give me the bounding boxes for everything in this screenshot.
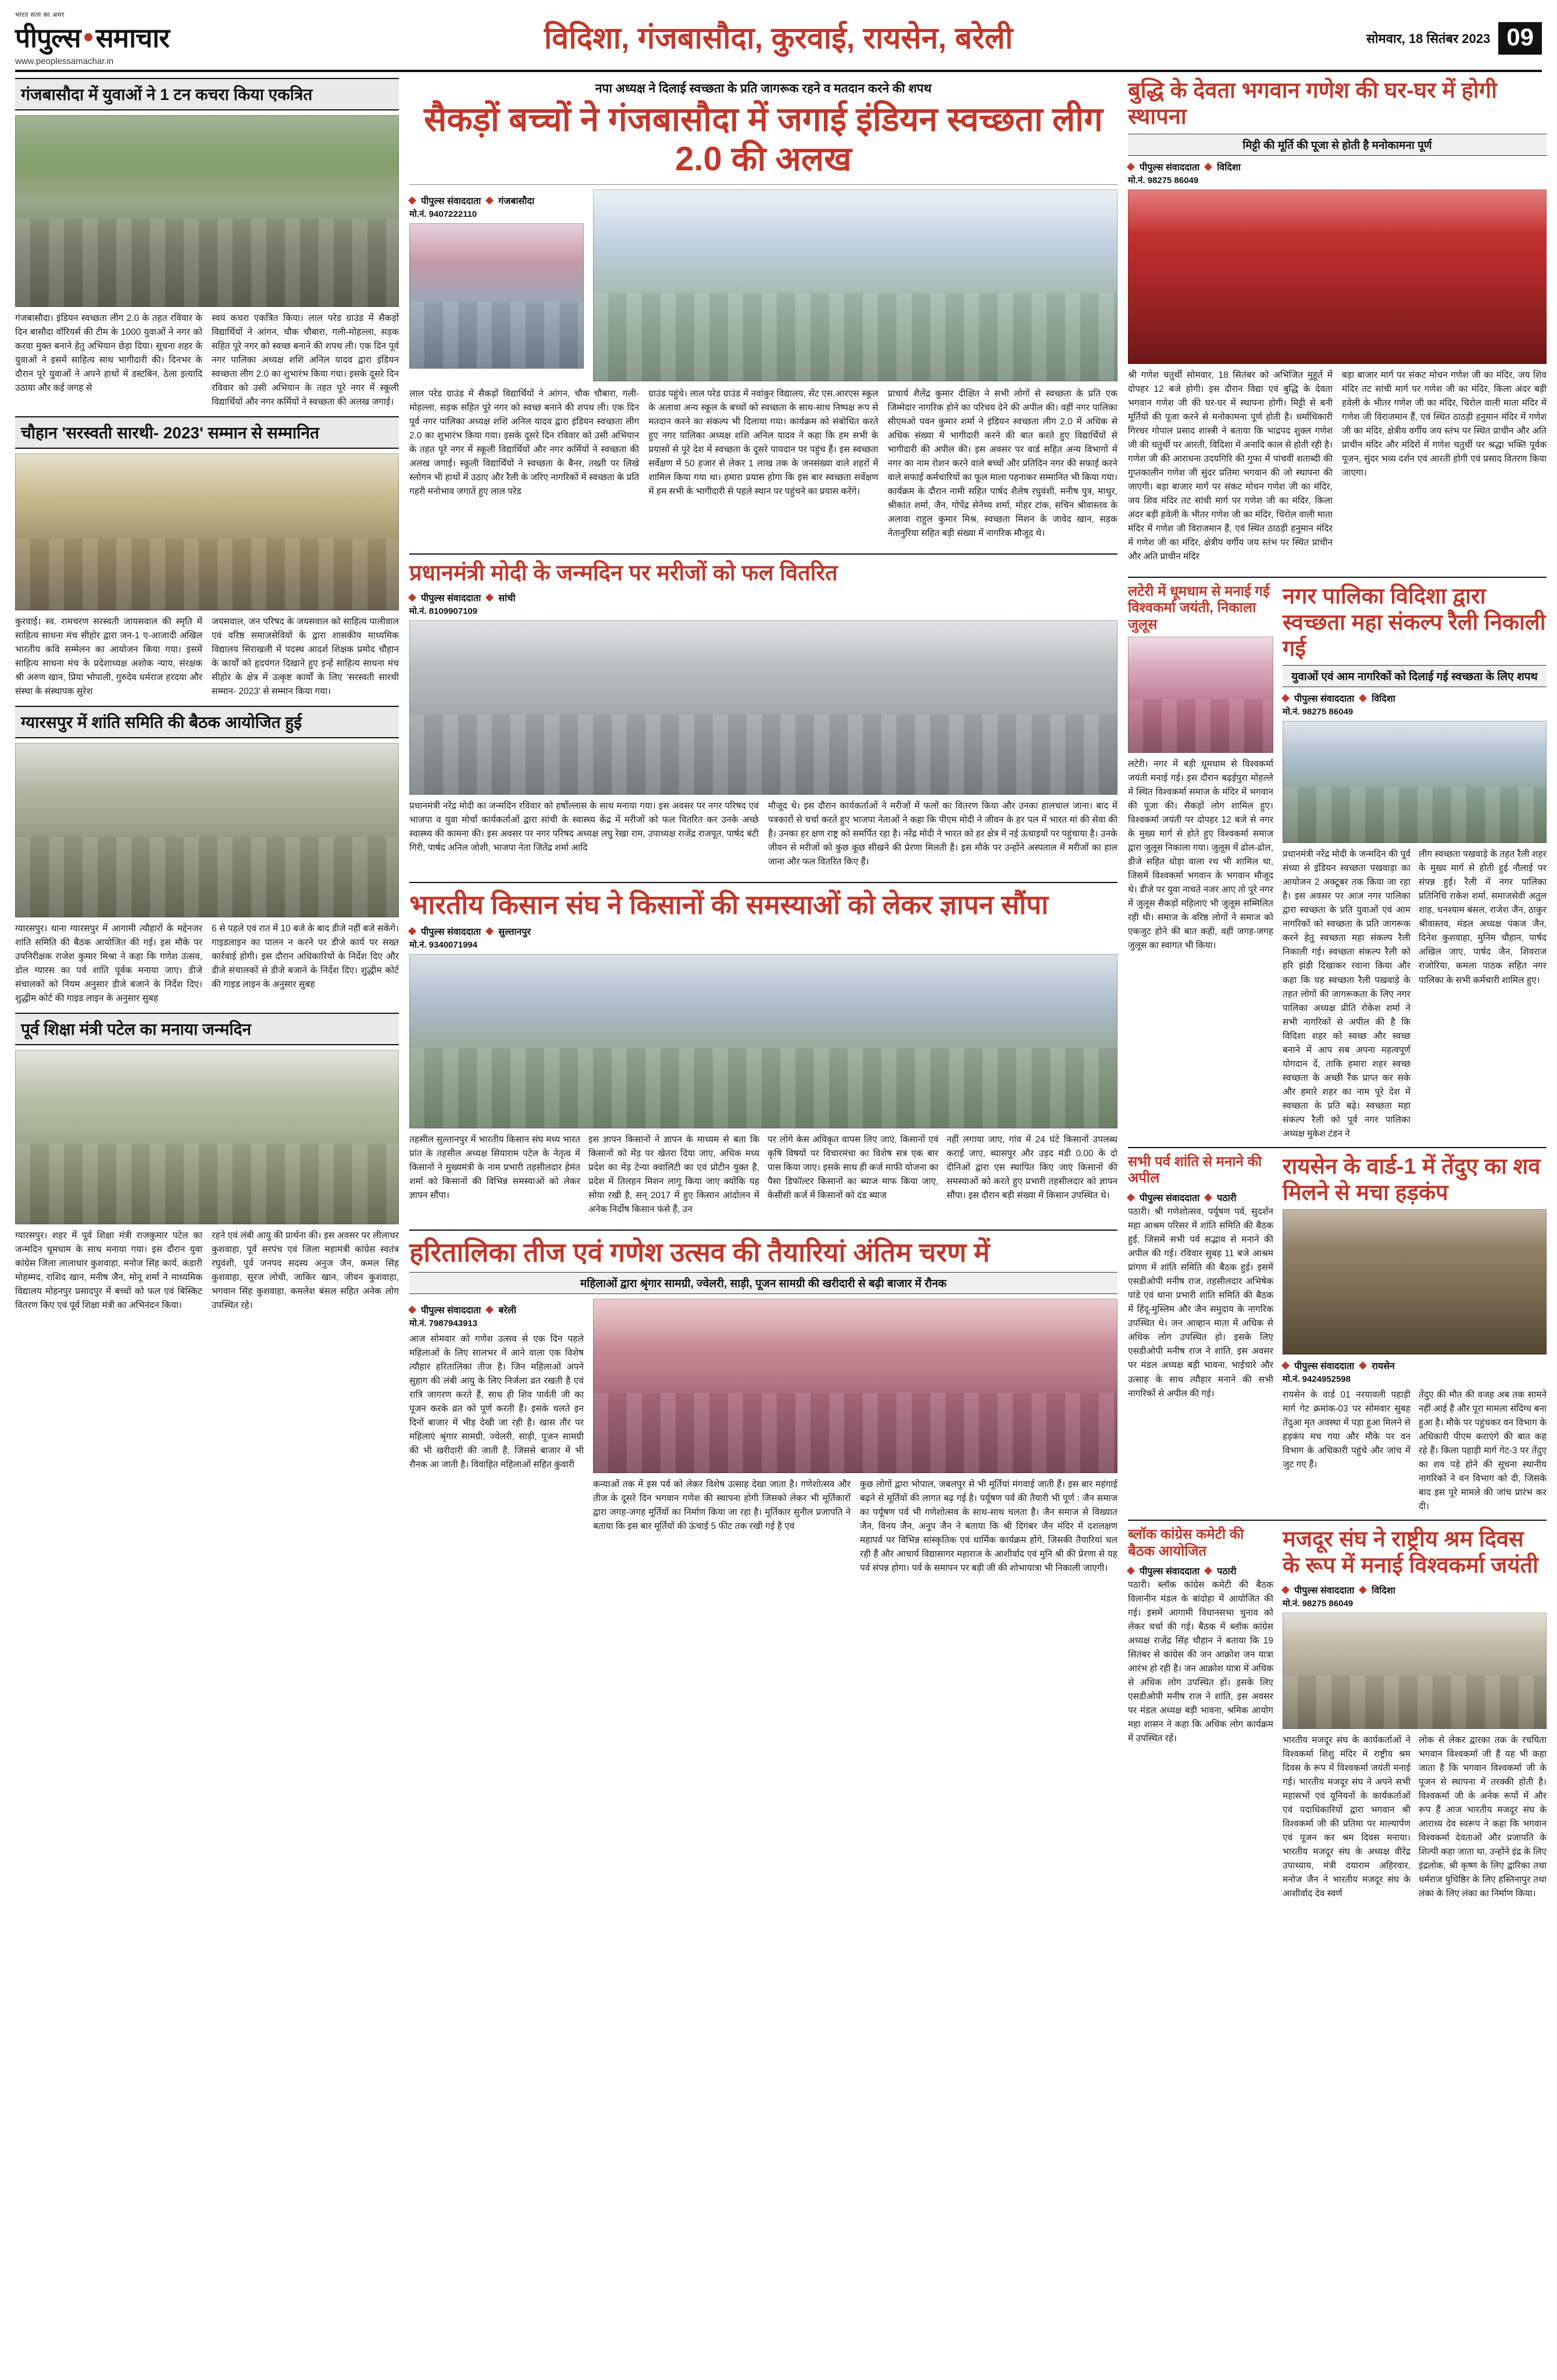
logo-dot-icon	[84, 33, 92, 41]
lead-body-col-a: लाल परेड ग्राउंड में सैकड़ों विद्यार्थियों ने आंगन, चौक चौबारा, गली-मोहल्ला, सड़क सहित पूरे नगर को स्वच्छ बनाने की शपथ ली। एक दिन पूर्व नगर पालिका अध्यक्ष शशि अनिल यादव द्वारा इंडियन स्वच्छता लीग 2.0 का शुभारंभ किया गया। इसके दूसरे दिन रविवार को उसी अभियान के तहत पूरे नगर में स्कूली विद्यार्थियों और नगर कर्मियों ने स्वच्छता की अलख जगाई। स्कूली विद्यार्थियों ने स्वच्छता के बैनर, तख्ती पर लिखे स्लोगन भी हाथों में उठाए और रैली के जरिए नागरिकों में स्वच्छता के प्रति गहरी मनोभाव जगाते हुए लाल परेड	[409, 388, 640, 496]
worker-union-photo	[1283, 1613, 1547, 1729]
byline-author: पीपुल्स संवाददाता	[1294, 1361, 1355, 1372]
article-body-col-b: कन्याओं तक में इस पर्व को लेकर विशेष उत्साह देखा जाता है। गणेशोत्सव और तीज के दूसरे दिन भगवान गणेश की स्थापना होगी जिसको लेकर भी मूर्तिकारों द्वारा जगह-जगह मूर्तियों का निर्माण किया जा रहा है। मूर्तिकार सुनील प्रजापति ने बताया कि इस बार मूर्तियों की ऊंचाई 5 फीट तक रखी गई है एवं	[593, 1479, 851, 1531]
lead-body-col-c: प्राचार्य शैलेंद्र कुमार दीक्षित ने सभी लोगों से स्वच्छता के प्रति एक जिम्मेदार नागरिक होने का परिचय देने की अपील की। वहीं नगर पालिका सीएमओ पवन कुमार शर्मा ने इंडियन स्वच्छता लीग 2.0 में अधिक से अधिक संख्या में भागीदारी करने की बात करते हुए विद्यार्थियों से भागीदारी की अपील की। इस अवसर पर वार्ड सहित अन्य विभागों में नगर का नाम रोशन करने वाले बच्चों और प्रतिदिन नगर की सफाई करने वाले सफाई कर्मचारियों का फूल माला पहनाकर सम्मानित भी किया गया। कार्यक्रम के दौरान नामी सहित पार्षद शैलेष रघुवंशी, मनीष पुत्र, माथुर, श्रीकांत शर्मा, जैन, गोपेंद्र सेनेथ्य शर्मा, मोहर टांक, सचिन श्रीवास्तव के अलावा राहुल कुमार मिश्र, स्वच्छता मिशन के जावेद खान, सड़क नेतानुरिया सहित बड़ी संख्या में नागरिक मौजूद थे।	[887, 388, 1117, 539]
bullet-icon	[1204, 1567, 1212, 1575]
page-number: 09	[1498, 22, 1542, 55]
bullet-icon	[1359, 694, 1367, 702]
byline	[1128, 160, 1547, 173]
article-raisen-leopard	[1283, 1154, 1547, 1514]
column-right	[1128, 78, 1547, 1901]
article-pm-birthday-fruits	[409, 560, 1117, 869]
women-shopping-photo	[593, 1299, 1117, 1473]
article-body-col-a: प्रधानमंत्री नरेंद्र मोदी का जन्मदिन रविवार को हर्षोल्लास के साथ मनाया गया। इस अवसर पर नगर परिषद एवं भाजपा व युवा मोर्चा कार्यकर्ताओं द्वारा सांची के स्वास्थ्य केंद्र में मरीजों को फल वितरित कर उनके अच्छे स्वास्थ्य की कामना की। इस अवसर पर नगर परिषद अध्यक्ष लघु रेखा राम, उपाध्यक्ष राजेंद्र राजपूत, पार्षद बंटी गिरी, पार्षद अनिल जोशी, भाजपा नेता जितेंद्र शर्मा आदि	[409, 801, 759, 853]
edition-cities	[259, 23, 1298, 55]
article-body-col-b: 6 से पहले एवं रात में 10 बजे के बाद डीजे नहीं बजे सकेंगे। गाइडलाइन का पालन न करने पर डीजे कार्य पर सख्त कार्रवाई होगी। इस दौरान अधिकारियों के निर्देश दिए और डीजे संचालकों से डीजे बजाने के निर्देश दिए। शुद्धीम कोर्ट की गाइड लाइन के अनुसार सुबह	[212, 924, 399, 990]
article-peace-committee	[15, 706, 399, 1006]
logo-word-left: पीपुल्स	[15, 23, 81, 53]
article-body-col-b: जयसवाल, जन परिषद के जयसवाल को साहित्य पालीवाल एवं वरिष्ठ समाजसेवियों के द्वारा शासकीय माध्यमिक विद्यालय सिराखली में पदस्थ आदर्श शिक्षक प्रमोद चौहान के कार्यों को हृदयंगत दिखाने हुए इन्हें साहित्य साधना मंच सीहोर के क्षेत्र में उत्कृष्ट कार्यों के लिए 'सरस्वती सारथी सम्मान- 2023' से सम्मान किया गया।	[212, 617, 399, 697]
article-block-congress-meeting	[1128, 1527, 1273, 1901]
right-split-row-3	[1128, 1527, 1547, 1901]
bullet-icon	[485, 196, 494, 205]
byline	[1283, 692, 1547, 705]
byline-place: सुल्तानपुर	[498, 927, 531, 938]
article-headline: हरितालिका तीज एवं गणेश उत्सव की तैयारियां अंतिम चरण में	[409, 1237, 990, 1268]
byline-author: पीपुल्स संवाददाता	[1140, 1567, 1200, 1577]
byline-author: पीपुल्स संवाददाता	[421, 1305, 481, 1316]
article-headline: पूर्व शिक्षा मंत्री पटेल का मनाया जन्मदिन	[15, 1013, 399, 1045]
bullet-icon	[1204, 1193, 1212, 1202]
peace-committee-meeting-photo	[15, 743, 399, 917]
byline-author: पीपुल्स संवाददाता	[1294, 1586, 1355, 1596]
byline	[409, 925, 1117, 938]
lead-body-col-b: ग्राउंड पहुंचे। लाल परेड ग्राउंड में नवांकुर विद्यालय, सेंट एस.आरएस स्कूल के अलावा अन्य स्कूल के बच्चों को स्वच्छता के साथ-साथ निष्पक्ष रूप से मतदान करने का संकल्प भी दिलाया गया। कार्यक्रम को संबोधित करते हुए नगर पालिका अध्यक्ष शशि अनिल यादव ने कहा कि हम सभी के प्रयासों से पूरे देश में स्वच्छता के दूसरे पायदान पर पहुंच हैं। इस स्वच्छता सर्वेक्षण में 50 हजार से लेकर 1 लाख तक के जनसंख्या वाले शहरों में शामिल किया गया था। हमारा प्रयास होगा कि इस बार स्वच्छता सर्वेक्षण में हम सभी के भागीदारी से पहले स्थान पर पहुंचने का प्रयास करेंगे।	[648, 388, 879, 496]
bullet-icon	[1281, 1586, 1290, 1594]
logo-word-right: समाचार	[95, 23, 170, 53]
article-majdoor-sangh-vishwakarma	[1283, 1527, 1547, 1901]
byline-mobile: मो.नं. 8109907109	[409, 606, 478, 616]
article-body-col-a: भारतीय मजदूर संघ के कार्यकर्ताओं ने विश्वकर्मा शिशु मंदिर में राष्ट्रीय श्रम दिवस के रूप में विश्वकर्मा जयंती मनाई गई। भारतीय मजदूर संघ ने अपने सभी महासभों एवं यूनियनों के कार्यकर्ताओं एवं पदाधिकारियों द्वारा भगवान श्री विश्वकर्मा जी की प्रतिमा पर माल्यार्पण एवं पूजन कर श्रम दिवस मनाया। भारतीय मजदूर संघ के अध्यक्ष वीरेंद्र उपाध्याय, मंत्री दयाराम अहिरवार, मनोज जैन ने भारतीय मजदूर संघ के आशीर्वाद देव स्वर्ण	[1283, 1735, 1410, 1899]
byline-place: सांची	[498, 593, 516, 603]
article-body-col-a: आज सोमवार को गणेश उत्सव से एक दिन पहले महिलाओं के लिए सालभर में आने वाला एक विशेष त्यौहार हरितालिका तीज है। जिन महिलाओं अपने सुहाग की लंबी आयु के लिए निर्जला व्रत रखती है एवं रात्रि जागरण करते हैं, साथ ही शिव पार्वती जी का पूजन करके व्रत को पूर्ण करती हैं। इसके चलते इन दिनों बाजार में भीड़ देखी जा रही है। खास तौर पर महिलाएं श्रृंगार सामग्री, ज्वेलरी, साड़ी, पूजन सामग्री की भी खरीदारी की जाती है, जिससे बाजार में भी रौनक आ जाती है। विवाहित महिलाओं सहित कुंवारी	[409, 1334, 584, 1470]
article-subheadline: मिट्टी की मूर्ति की पूजा से होती है मनोकामना पूर्ण	[1128, 134, 1547, 156]
masthead	[15, 10, 1542, 72]
article-subheadline: युवाओं एवं आम नागरिकों को दिलाई गई स्वच्छता के लिए शपथ	[1283, 665, 1547, 687]
byline-place: पठारी	[1217, 1193, 1237, 1204]
article-body: पठारी। श्री गणेशोत्सव, पर्यूषण पर्व, सुदर्शन महा आश्रम परिसर में शांति समिति की बैठक हुई, जिसमें सभी पर्व सद्भाव से मनाने की अपील की गई। रविवार सुबह 11 बजे आश्रम प्रांगण में शांति समिति की बैठक हुई। इसमें एसडीओपी मनीष राज, तहसीलदार अभिषेक पांडे एवं थाना प्रभारी शांति समिति की बैठक में हिंदू-मुस्लिम और जैन समुदाय के नागरिक उपस्थित थे। जन आव्हान माता में अधिक से अधिक लोग उपस्थित हो। इसके लिए एसडीओपी मनीष राज ने शांति, इस अवसर पर मंडल अध्यक्ष बड़ी भावना, भाईचारे और उत्साह के साथ त्यौहार मनाने की सभी नागरिकों से अपील की गई।	[1128, 1207, 1273, 1399]
article-headline: गंजबासौदा में युवाओं ने 1 टन कचरा किया एकत्रित	[15, 78, 399, 110]
article-ganesh-sthapana	[1128, 78, 1547, 564]
article-body-col-a: प्रधानमंत्री नरेंद्र मोदी के जन्मदिन की पूर्व संध्या से इंडियन स्वच्छता पखवाड़ा का आयोजन 2 अक्टूबर तक किया जा रहा है। इस अवसर पर आज नगर पालिका द्वारा स्वच्छता के प्रति युवाओं एवं आम नागरिकों को स्वच्छता के प्रति जागरूक करने हेतु स्वच्छता महा संकल्प रैली निकाली गई। स्वच्छता संकल्प रैली को हरि झंडी दिखाकर रवाना किया और कहा कि यह स्वच्छता रैली पखवाड़े के तहत लोगों की जागरूकता के लिए नगर पालिका अध्यक्ष प्रीति रोकेश शर्मा ने सभी नागरिकों से अपील की है कि विदिशा शहर को स्वच्छ और स्वच्छ बनाने में आप सब अपना महत्वपूर्ण योगदान दें, ताकि हमारा शहर स्वच्छ स्वच्छता के अच्छी रैंक प्राप्त कर सके और हमारे शहर का नाम पूरे देश में स्वच्छता के प्रति बढ़े। स्वच्छता महा संकल्प रैली को पूर्व नगर पालिका अध्यक्ष मुकेश टंडन ने	[1283, 849, 1410, 1139]
article-headline: बुद्धि के देवता भगवान गणेश की घर-घर में होगी स्थापना	[1128, 78, 1497, 129]
article-lattery-vishwakarma	[1128, 584, 1273, 1141]
byline-mobile: मो.नं. 7987943913	[409, 1318, 478, 1328]
byline-place: रायसेन	[1372, 1361, 1395, 1372]
byline-author: पीपुल्स संवाददाता	[1294, 694, 1355, 705]
right-split-row	[1128, 584, 1547, 1141]
bullet-icon	[485, 594, 494, 602]
column-center	[409, 78, 1117, 1901]
byline-place: विदिशा	[1372, 1586, 1395, 1596]
article-body-col-a: कुरवाई। स्व. रामचरण सरस्वती जायसवाल की स्मृति में साहित्य साधना मंच सीहोर द्वारा जन-1 ए-आजादी अखिल भारतीय कवि सम्मेलन का आयोजन किया गया। इसमें साहित्य साधना मंच के प्रदेशाध्यक्ष अशोक न्याय, संरक्षक श्री अरुण खान, प्रिया भोपाली, गुरुदेव धर्मराज हरदया और संस्था के संस्थापक सुरेश	[15, 617, 202, 697]
byline-mobile: मो.नं. 9424952598	[1283, 1374, 1351, 1385]
article-body-col-a: श्री गणेश चतुर्थी सोमवार, 18 सितंबर को अभिजित मुहूर्त में दोपहर 12 बजे होगी। इस दौरान विद्या एवं बुद्धि के देवता भगवान गणेश जी की घर-घर में स्थापना होगी। मिट्टी से बनी मूर्तियों की पूजा करने से मनोकामना पूर्ण होती है। धर्माधिकारी गिरधर गोपाल प्रसाद शास्त्री ने बताया कि भाद्रपद शुक्ल गणेश जी की चतुर्थी पर आरती, विदिशा में अनादि काल से होती रही है। गणेश जी की आराधना उदयगिरि की गुफा में पांचवीं शताब्दी की गुप्तकालीन गणेश जी सुंदर प्रतिमा भगवान की जो स्थापना की जाएगी। बड़ा बाजार मार्ग पर संकट मोचन गणेश जी का मंदिर, जय शिव मंदिर तट सांची मार्ग पर गणेश जी का मंदिर, किला अंदर बड़ी हवेली के भीतर गणेश जी का मंदिर, चिरोल वाली माता मंदिर में गणेश जी विराजमान हैं, एवं स्थित ठाठड़ी हनुमान मंदिर में गणेश जी का मंदिर, क्षेत्रीय वर्गीय जय स्तंभ पर स्थित प्राचीन और अति प्राचीन मंदिर	[1128, 370, 1333, 562]
bullet-icon	[1127, 1567, 1135, 1575]
bullet-icon	[408, 927, 416, 935]
article-peace-appeal	[1128, 1154, 1273, 1514]
bullet-icon	[1359, 1361, 1367, 1370]
newspaper-logo	[15, 10, 259, 66]
masthead-right	[1298, 22, 1542, 55]
byline-mobile: मो.नं. 98275 86049	[1283, 1599, 1354, 1609]
article-kisan-sangh-memorandum	[409, 889, 1117, 1217]
byline	[409, 194, 584, 207]
lead-kicker: नपा अध्यक्ष ने दिलाई स्वच्छता के प्रति जागरूक रहने व मतदान करने की शपथ	[595, 82, 932, 95]
farmers-memorandum-photo	[409, 954, 1117, 1128]
article-patel-birthday	[15, 1013, 399, 1313]
byline	[1128, 1564, 1273, 1577]
byline-author: पीपुल्स संवाददाता	[421, 196, 481, 206]
bullet-icon	[485, 1306, 494, 1314]
article-body-col-d: नहीं लगाया जाए, गांव में 24 घंटे किसानों उपलब्ध कराई जाए, ब्यासपुर और उड़द मंडी 0.00 के दो दीनिओं द्वारा एस स्थापित किए जाएं किसानों की समस्याओं को करते हुए प्रभारी तहसीलदार को ज्ञापन सौंपा। इस दौरान बड़ी संख्या में किसान उपस्थित थे।	[947, 1135, 1117, 1201]
swachhata-league-photo	[593, 190, 1117, 381]
award-ceremony-photo	[15, 453, 399, 610]
bullet-icon	[1359, 1586, 1367, 1594]
article-headline: मजदूर संघ ने राष्ट्रीय श्रम दिवस के रूप में मनाई विश्वकर्मा जयंती	[1283, 1527, 1538, 1578]
publication-date: सोमवार, 18 सितंबर 2023	[1366, 31, 1491, 46]
swachhata-rally-photo	[1283, 721, 1547, 843]
logo-tagline: भारत सत्य का अमर	[15, 12, 65, 19]
article-body-col-b: लोक से लेकर द्वारका तक के रचयिता भगवान विश्वकर्मा जी हैं यह भी कहा जाता है कि भगवान विश्वकर्मा जी के पूजन से स्थापना में तरक्की होती है। विश्वकर्मा जी के अनेक रूपों में और रूप हैं आज भारतीय मजदूर संघ के आराध्य देव स्वरूप ने कहा कि भगवान विश्वकर्मा देवताओं और प्रजापति के शिल्पी कहा जाता था, उन्होंने इंद्र के लिए इंद्रलोक, श्री कृष्ण के लिए द्वारिका तथा धर्मराज युधिष्ठिर के लिए हस्तिनापुर तथा लंका के लिए लंका का निर्माण किया।	[1419, 1735, 1547, 1899]
article-subheadline: महिलाओं द्वारा श्रृंगार सामग्री, ज्वेलरी, साड़ी, पूजन सामग्री की खरीदारी से बढ़ी बाजार में रौनक	[409, 1272, 1117, 1294]
byline-place: बरेली	[498, 1305, 516, 1316]
article-headline: ब्लॉक कांग्रेस कमेटी की बैठक आयोजित	[1128, 1527, 1244, 1559]
article-haritalika-teej	[409, 1237, 1117, 1575]
ganesh-idol-photo	[1128, 190, 1547, 364]
byline	[409, 1303, 584, 1316]
article-body-col-a: रायसेन के वार्ड 01 नरयावली पहाड़ी मार्ग गेट क्रमांक-03 पर सोमवार सुबह तेंदुआ मृत अवस्था में पड़ा हुआ मिलने से हड़कंप मच गया और मौके पर वन विभाग के अधिकारी पहुंचे और जांच में जुट गए हैं।	[1283, 1390, 1410, 1470]
article-body-col-b: इस ज्ञापन किसानों ने ज्ञापन के माध्यम से बता कि किसानों को मेंड़ पर खेतरा दिया जाए, अधिक मध्य प्रदेश का मेंड़ टेन्या क्वालिटी का एवं प्रोटीन युक्त है, प्रदेश में तिलहन मिशन लागू किया जाए क्योंकि यह सोया रखी है, सन् 2017 में हुए किसान आंदोलन में अनेक निर्दोष किसान फंसे हैं, उन	[588, 1135, 759, 1215]
article-nagar-palika-rally	[1283, 584, 1547, 1141]
byline-mobile: मो.नं. 98275 86049	[1283, 707, 1354, 717]
article-body-col-b: स्वयं कचरा एकत्रित किया। लाल परेड ग्राउंड में सैकड़ों विद्यार्थियों ने आंगन, चौक चौबारा, गली-मोहल्ला, सड़क सहित पूरे नगर को स्वच्छ बनाने की शपथ ली। एक दिन पूर्व नगर पालिका अध्यक्ष शशि अनिल यादव द्वारा इंडियन स्वच्छता लीग 2.0 का शुभारंभ किया गया। इसके दूसरे दिन रविवार को उसी अभियान के तहत पूरे नगर में स्कूली विद्यार्थियों और नगर कर्मियों ने स्वच्छता की अलख जगाई।	[212, 313, 399, 408]
byline-author: पीपुल्स संवाददाता	[1140, 1193, 1200, 1204]
byline-author: पीपुल्स संवाददाता	[421, 593, 481, 603]
article-lead-swachhata-league	[409, 78, 1117, 541]
article-headline: नगर पालिका विदिशा द्वारा स्वच्छता महा संकल्प रैली निकाली गई	[1283, 584, 1546, 661]
byline-place: विदिशा	[1372, 694, 1395, 705]
birthday-celebration-photo	[15, 1050, 399, 1224]
article-headline: लटेरी में धूमधाम से मनाई गई विश्वकर्मा जयंती, निकाला जुलूस	[1128, 583, 1270, 632]
article-body-col-b: मौजूद थे। इस दौरान कार्यकर्ताओं ने मरीजों में फलों का वितरण किया और उनका हालचाल जाना। बाद में पत्रकारों से चर्चा करते हुए भाजपा नेताओं ने कहा कि पीएम मोदी ने जीवन के हर पल में भारत मां की सेवा की है। उनका हर क्षण राष्ट्र को समर्पित रहा है। नरेंद्र मोदी ने भारत को हर क्षेत्र में नई ऊंचाइयों पर पहुंचाया है। उनके जीवन से मरीजों को कुछ कूछ सीखने की प्रेरणा मिलती है। इस मौके पर उन्होंने अस्पताल में मरीजों का हाल जाना और फल वितरित किए हैं।	[768, 801, 1117, 867]
article-headline: भारतीय किसान संघ ने किसानों की समस्याओं को लेकर ज्ञापन सौंपा	[409, 889, 1049, 920]
byline-place: पठारी	[1217, 1567, 1237, 1577]
byline	[409, 591, 1117, 604]
lead-headline: सैकड़ों बच्चों ने गंजबासौदा में जगाई इंडियन स्वच्छता लीग 2.0 की अलख	[424, 101, 1103, 178]
hospital-fruit-distribution-photo	[409, 620, 1117, 795]
byline-place: विदिशा	[1217, 162, 1241, 173]
bullet-icon	[408, 1306, 416, 1314]
column-left	[15, 78, 399, 1901]
bullet-icon	[1204, 163, 1212, 171]
bullet-icon	[1281, 1361, 1290, 1370]
byline-mobile: मो.नं. 9407222110	[409, 209, 477, 219]
byline-author: पीपुल्स संवाददाता	[1140, 162, 1200, 173]
article-body-col-c: कुछ लोगों द्वारा भोपाल, जबलपुर से भी मूर्तियां मंगवाई जाती हैं। इस बार महंगाई बढ़ने से मूर्तियों की लागत बढ़ गई है। पर्यूषण पर्व की तैयारी भी पूर्ण : जैन समाज का पर्यूषण पर्व भी गणेशोत्सव के साथ-साथ चलता है। जैन समाज से विख्यात जैन, विनय जैन, अनूप जैन ने बताया कि श्री दिगंबर जैन मंदिर में दशलक्षण महापर्व पर विभिन्न सांस्कृतिक एवं धार्मिक कार्यक्रम होंगे, जिसकी तैयारियां चल रही हैं और आचार्य विद्यासागर महाराज के आशीर्वाद एवं मुनि श्री की प्रेरणा से यह पर्व संपन्न होगा। पर्व के समापन पर बड़ी जी की शोभायात्रा भी निकाली जाएगी।	[860, 1479, 1117, 1573]
article-body: पठारी। ब्लॉक कांग्रेस कमेटी की बैठक विलानीन मंडल के बांदोहा में आयोजित की गई। इसमें आगामी विधानसभा चुनाव को लेकर चर्चा की गई। बैठक में ब्लॉक कांग्रेस अध्यक्ष राजेंद्र सिंह चौहान ने बताया कि 19 सितंबर से कांग्रेस की जन आक्रोश जन यात्रा आरंभ हो रही है। जन आक्रोश यात्रा में अधिक से अधिक लोग उपस्थित हों। इसके लिए एसडीओपी मनीष राज ने शांति, इस अवसर पर मंडल अध्यक्ष बड़ी भावना, श्रमिक आयोग महा शासन ने कहा कि अधिक लोग कार्यक्रम में उपस्थित रहें।	[1128, 1580, 1273, 1744]
article-body-col-a: ग्यारसपुर। थाना ग्यारसपुर में आगामी त्यौहारों के मद्देनजर शांति समिति की बैठक आयोजित की गई। इस मौके पर उपनिरीक्षक राजेश कुमार मिश्रा ने कहा कि गणेश उत्सव, डोल ग्यारस का पर्व शांति पूर्वक मनाया जाए। डीजे संचालकों को नियम अनुसार डीजे बजाने के निर्देश दिए। शुद्धीम कोर्ट की गाइड लाइन के अनुसार सुबह	[15, 924, 202, 1004]
byline-mobile: मो.नं. 9340071994	[409, 940, 478, 950]
article-headline: चौहान 'सरस्वती सारथी- 2023' सम्मान से सम्मानित	[15, 416, 399, 449]
article-body-col-b: बड़ा बाजार मार्ग पर संकट मोचन गणेश जी का मंदिर, जय शिव मंदिर तट सांची मार्ग पर गणेश जी का मंदिर, किला अंदर बड़ी हवेली के भीतर गणेश जी का मंदिर, चिरोल वाली माता मंदिर में गणेश जी विराजमान हैं, एवं स्थित ठाठड़ी हनुमान मंदिर में गणेश जी का मंदिर, क्षेत्रीय वर्गीय जय स्तंभ पर स्थित प्राचीन और अति प्राचीन मंदिर और मंदिरों में गणेश चतुर्थी पर श्रद्धा भक्ति पूर्वक पूजन, सुंदर भव्य दर्शन एवं आरती होगी एवं प्रसाद वितरण किया जाएगा।	[1342, 370, 1547, 478]
article-body-col-c: पर लोगे केस अविकृत वापस लिए जाएं, किसानों एवं कृषि विषयों पर विचारमंचा का विशेष सत्र एक बार पास किया जाए। इसके साथ ही कर्ज माफी योजना का पैसा डिफॉल्टर किसानों का ब्याज माफ किया जाए, केसीसी कर्ज में किसानों को दंड ब्याज	[767, 1135, 938, 1201]
byline-mobile: मो.नं. 98275 86049	[1128, 175, 1199, 185]
cities-text: विदिशा, गंजबासौदा, कुरवाई, रायसेन, बरेली	[544, 21, 1013, 55]
article-headline: रायसेन के वार्ड-1 में तेंदुए का शव मिलने से मचा हड़कंप	[1283, 1154, 1541, 1205]
bullet-icon	[1127, 163, 1135, 171]
website-url[interactable]: www.peoplessamachar.in	[15, 56, 114, 66]
article-headline: सभी पर्व शांति से मनाने की अपील	[1128, 1153, 1262, 1186]
article-body-col-a: ग्यारसपुर। शहर में पूर्व शिक्षा मंत्री राजकुमार पटेल का जन्मदिन धूमधाम के साथ मनाया गया। इस दौरान युवा कांग्रेस जिला लालाधार कुशवाहा, मनोज सिंह कार्य, कंडारी मोहम्मद, राशिद खान, मनीष जैन, मोनू शर्मा ने माध्यमिक विद्यालय मोहनपुर प्रसादपुर में बच्चों को फल एवं बिस्किट वितरण किए एवं पूर्व शिक्षा मंत्री का अभिनंदन किया।	[15, 1231, 202, 1311]
article-headline: प्रधानमंत्री मोदी के जन्मदिन पर मरीजों को फल वितरित	[409, 561, 838, 586]
article-body-col-b: तेंदुए की मौत की वजह अब तक सामने नहीं आई है और पूरा मामला संदिग्ध बना हुआ है। मौके पर पहुंचकर वन विभाग के अधिकारी पीएम कराएंगे की बात कह रहे हैं। किला पहाड़ी मार्ग गेट-3 पर तेंदुए का शव पड़े होने की सूचना स्थानीय नागरिकों ने वन विभाग को दी, जिसके बाद इस पूरे मामले की जांच प्रारंभ कर दी।	[1419, 1390, 1547, 1512]
article-headline: ग्यारसपुर में शांति समिति की बैठक आयोजित हुई	[15, 706, 399, 738]
article-body-col-b: लीग स्वच्छता पखवाड़े के तहत रैली शहर के मुख्य मार्ग से होती हुई नौलाई पर संपन्न हुई। रैली में नगर पालिका प्रतिनिधि राकेश शर्मा, समाजसेवी अतुल शाह, धनश्याम बंसल, राजेश जैन, ठाकुर श्रीवास्तव, मंडल अध्यक्ष पंकज जैन, दिनेश कुशवाहा, मुनिम चौहान, पार्षद अखिल जाए, पार्षद जैन, शिवराज राजोरिया, कमला पाठक सहित नगर पालिका के सभी कर्मचारी शामिल हुए।	[1419, 849, 1547, 985]
flower-decoration-photo	[1128, 637, 1273, 753]
byline	[1283, 1584, 1547, 1596]
byline-place: गंजबासौदा	[498, 196, 535, 206]
byline-author: पीपुल्स संवाददाता	[421, 927, 481, 938]
leopard-carcass-photo	[1283, 1209, 1547, 1355]
bullet-icon	[1281, 694, 1290, 702]
logo-wordmark	[15, 19, 259, 55]
children-rally-photo	[409, 223, 584, 369]
article-body-col-a: तहसील सुल्तानपुर में भारतीय किसान संघ मध्य भारत प्रांत के तहसील अध्यक्ष सियाराम पटेल के नेतृत्व में किसानों ने मुख्यमंत्री के नाम प्रभारी तहसीलदार हेमंत शर्मा को किसानों की विभिन्न समस्याओं को लेकर ज्ञापन सौंपा।	[409, 1135, 580, 1201]
article-body: लटेरी। नगर में बड़ी धूमधाम से विश्वकर्मा जयंती मनाई गई। इस दौरान बढ़ईपुरा मोहल्ले में स्थित विश्वकर्मा समाज के मंदिर में भगवान की पूजा की। सैकड़ों लोग शामिल हुए। विश्वकर्मा जयंती पर दोपहर 12 बजे से नगर के मुख्य मार्ग से होते हुए विश्वकर्मा समाज द्वारा जुलूस निकाला गया। जुलूस में ढोल-ढोल, डीजे सहित धोड़ा वाला रथ भी शामिल था, जिसमें विश्वकर्मा भगवान के भगवान मौजूद थे। डीजे पर युवा नाचते नजर आए तो पूरे नगर में जुलूस सैकड़ों महिलाएं भी जुलूस सम्मिलित रही थी। समाज के वरिष्ठ लोगों ने समाज को एकजुट होने की बात कही, वहीं जगह-जगह जुलूस का स्वागत भी किया।	[1128, 759, 1273, 951]
article-garbage-collection	[15, 78, 399, 409]
bullet-icon	[485, 927, 494, 935]
bullet-icon	[408, 196, 416, 205]
page-grid	[15, 78, 1547, 1901]
article-body-col-a: गंजबासौदा। इंडियन स्वच्छता लीग 2.0 के तहत रविवार के दिन बासौदा वॉरियर्स की टीम के 1000 युवाओं ने नगर को करवा मुक्त बनाने हेतु अभियान छेड़ा दिया। सूचना शहर के युवाओं ने इसमें साहित्य साथ भागीदारी की। दिनभर के दौरान पूरे युवाओं ने अपने हाथों में डस्टबिन, ठेला इत्यादि उठाया और कई जगह से	[15, 313, 202, 394]
bullet-icon	[408, 594, 416, 602]
article-saraswati-sarthi-award	[15, 416, 399, 699]
article-body-col-b: रहने एवं लंबी आयु की प्रार्थना की। इस अवसर पर लीलाधर कुशवाहा, पूर्व सरपंच एवं जिला महामंत्री कांग्रेस स्वतंत्र रघुवंशी, पूर्व जनपद सदस्य अनुज जैन, कमल सिंह कुशवाहा, सूरज लोधी, जाकिर खान, जीवन कुशवाहा, भगवान सिंह कुशवाहा, कमलेश बंसल सहित अनेक लोग उपस्थित रहे।	[212, 1231, 399, 1311]
byline	[1283, 1359, 1547, 1372]
byline	[1128, 1191, 1273, 1204]
garbage-collection-photo	[15, 115, 399, 307]
bullet-icon	[1127, 1193, 1135, 1202]
right-split-row-2	[1128, 1154, 1547, 1514]
